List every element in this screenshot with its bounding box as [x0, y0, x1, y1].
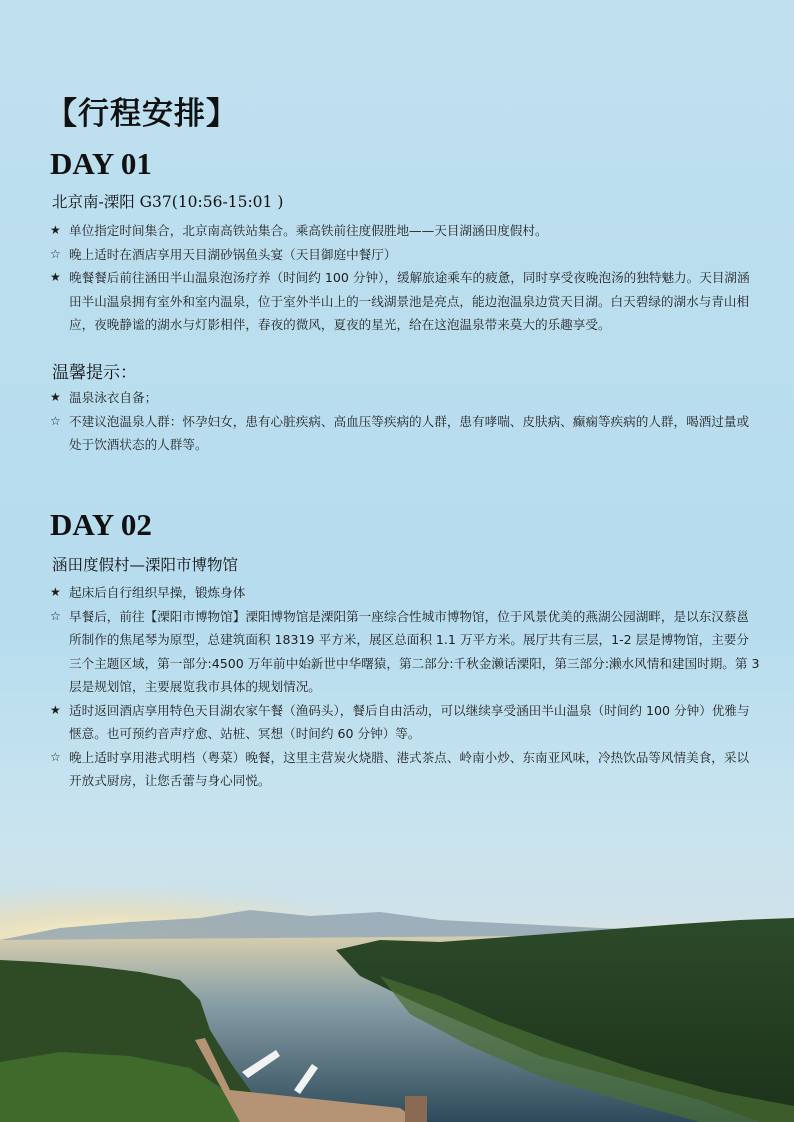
- star-icon: ★: [50, 223, 61, 237]
- list-item: ☆ 晚上适时享用港式明档（粤菜）晚餐，这里主营炭火烧腊、港式茶点、岭南小炒、东南亚风味，冷热饮品等风情美食，采以开放式厨房，让您舌蕾与身心同悦。: [50, 746, 760, 793]
- list-item: ★ 适时返回酒店享用特色天目湖农家午餐（渔码头），餐后自由活动，可以继续享受涵田半山温泉（时间约 100 分钟）优雅与惬意。也可预约音声疗愈、站桩、冥想（时间约 60 分钟）等。: [50, 699, 760, 746]
- day1-title: DAY 01: [50, 146, 152, 181]
- list-item: ★ 起床后自行组织早操，锻炼身体: [50, 581, 760, 605]
- star-icon: ★: [50, 702, 61, 717]
- list-item: ☆ 早餐后，前往【溧阳市博物馆】溧阳博物馆是溧阳第一座综合性城市博物馆，位于风景优美的燕湖公园湖畔，是以东汉蔡邕所制作的焦尾琴为原型，总建筑面积 18319 平方米，展区总面积 1.1 万平方米。展厅共有三层，1-2 层是博物馆，主要分三个主题区域，第一部分:4500 万年前中始新世中华曙猿，第二部分:千秋金濑话溧阳，第三部分:濑水风情和建国时期。第 3 层是规划馆，主要展览我市具体的规划情况。: [50, 605, 760, 699]
- day2-route: 涵田度假村—溧阳市博物馆: [52, 556, 239, 574]
- day2-title: DAY 02: [50, 507, 152, 542]
- list-item: ☆ 不建议泡温泉人群：怀孕妇女，患有心脏疾病、高血压等疾病的人群，患有哮喘、皮肤病、癫痫等疾病的人群，喝酒过量或处于饮酒状态的人群等。: [50, 410, 760, 457]
- lake-scenery-image: [0, 800, 794, 1122]
- list-item: ★ 晚餐餐后前往涵田半山温泉泡汤疗养（时间约 100 分钟），缓解旅途乘车的疲惫，同时享受夜晚泡汤的独特魅力。天目湖涵田半山温泉拥有室外和室内温泉，位于室外半山上的一线湖景池是亮点，能边泡温泉边赏天目湖。白天碧绿的湖水与青山相应，夜晚静谧的湖水与灯影相伴，春夜的微风，夏夜的星光，给在这泡温泉带来莫大的乐趣享受。: [50, 266, 760, 337]
- day2-list: [50, 581, 760, 793]
- star-icon: ★: [50, 585, 61, 599]
- list-item: ★ 温泉泳衣自备；: [50, 386, 760, 410]
- star-outline-icon: ☆: [50, 246, 61, 261]
- list-item: ☆ 晚上适时在酒店享用天目湖砂锅鱼头宴（天目御庭中餐厅）: [50, 243, 760, 267]
- itinerary-heading: 【行程安排】: [46, 96, 238, 132]
- star-outline-icon: ☆: [50, 413, 61, 428]
- tips-list: [50, 386, 760, 457]
- star-outline-icon: ☆: [50, 749, 61, 764]
- day1-route: 北京南-溧阳 G37(10:56-15:01 ): [52, 193, 284, 211]
- list-item: ★ 单位指定时间集合，北京南高铁站集合。乘高铁前往度假胜地——天目湖涵田度假村。: [50, 219, 760, 243]
- day1-list: [50, 219, 760, 337]
- star-icon: ★: [50, 270, 61, 284]
- tips-title: 温馨提示：: [52, 363, 137, 383]
- star-outline-icon: ☆: [50, 608, 61, 623]
- star-icon: ★: [50, 390, 61, 404]
